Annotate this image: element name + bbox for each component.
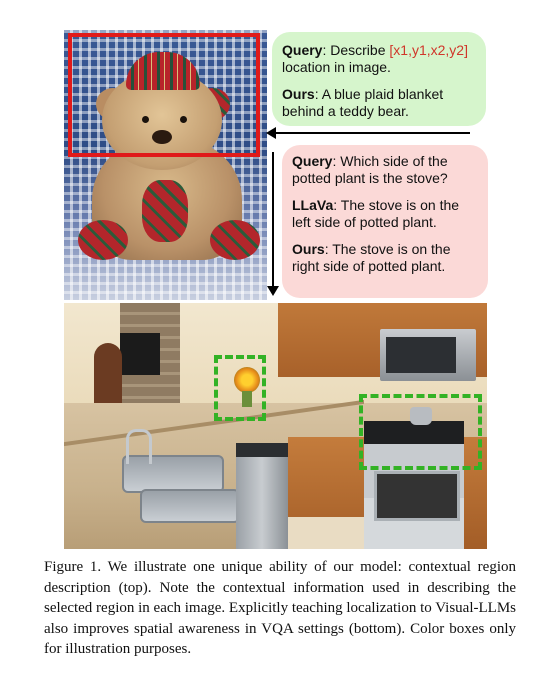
- ours-text: : A blue plaid blanket behind a teddy bear.: [282, 86, 444, 119]
- llava-text: : The stove is on the left side of potted plant.: [292, 197, 460, 230]
- stove-box: [359, 394, 482, 470]
- sink-basin-2: [140, 489, 240, 523]
- bear-foot-right: [210, 220, 260, 260]
- llava-line: [292, 197, 478, 231]
- arrow-down-line: [272, 152, 274, 288]
- query-line: [282, 42, 476, 76]
- microwave-window: [386, 337, 456, 373]
- vqa-query-text: : Which side of the potted plant is the stove?: [292, 153, 448, 186]
- bear-foot-left: [78, 220, 128, 260]
- arrow-left-line: [272, 132, 470, 134]
- arrow-down-icon: [267, 286, 279, 296]
- bear-belly: [142, 180, 188, 242]
- oven-window: [374, 471, 460, 521]
- vqa-ours-text: : The stove is on the right side of potted plant.: [292, 241, 451, 274]
- query-text-2: location in image.: [282, 59, 391, 75]
- television: [120, 333, 160, 375]
- vqa-ours-line: [292, 241, 478, 275]
- query-label: Query: [282, 42, 323, 58]
- ours-label: Ours: [282, 86, 315, 102]
- vqa-bubble: [282, 145, 488, 298]
- arrow-left-icon: [266, 127, 276, 139]
- faucet: [126, 429, 152, 464]
- vqa-ours-label: Ours: [292, 241, 325, 257]
- red-region-box: [68, 33, 260, 157]
- region-description-bubble: [272, 32, 486, 126]
- query-text: : Describe: [322, 42, 390, 58]
- llava-label: LLaVa: [292, 197, 334, 213]
- vqa-query-label: Query: [292, 153, 333, 169]
- figure-caption: Figure 1. We illustrate one unique ability of our model: contextual region description (top). Note the contextual information used in describing the selected region in each image. Explicitly teaching localization to Visual-LLMs also improves spatial awareness in VQA settings (bottom). Color boxes only for illustration purposes.: [44, 559, 517, 658]
- query-coords: [x1,y1,x2,y2]: [389, 42, 468, 58]
- vqa-query-line: [292, 153, 478, 187]
- dishwasher: [236, 443, 288, 549]
- potted-plant-box: [214, 355, 266, 421]
- dishwasher-panel: [236, 443, 288, 457]
- ours-line: [282, 86, 476, 120]
